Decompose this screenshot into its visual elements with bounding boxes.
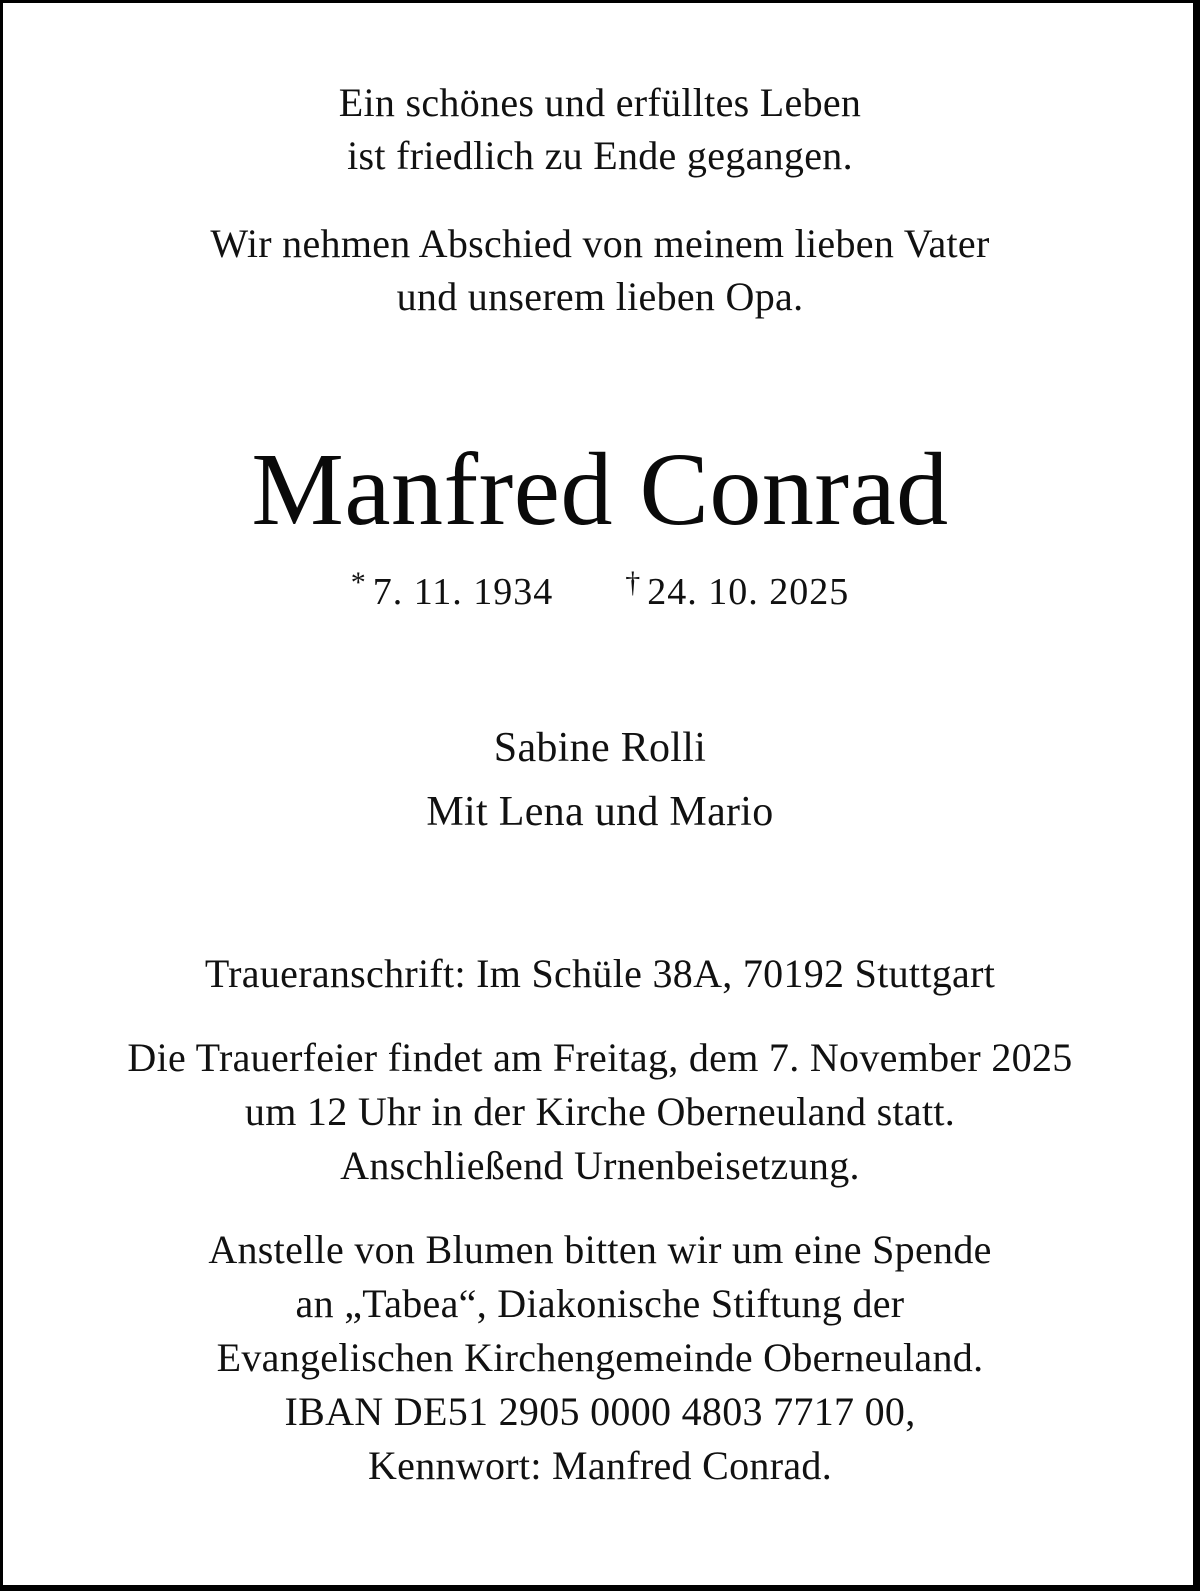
donation-line: an „Tabea“, Diakonische Stiftung der [295, 1281, 905, 1326]
donation-info [0, 1223, 1200, 1493]
mourners [0, 716, 1200, 844]
intro-line: Ein schönes und erfülltes Leben [338, 80, 862, 125]
farewell-line: Wir nehmen Abschied von meinem lieben Vater [210, 221, 990, 266]
donation-line: Kennwort: Manfred Conrad. [367, 1443, 833, 1488]
mourning-address [0, 947, 1200, 1001]
intro-text [0, 76, 1200, 182]
death-symbol: † [625, 566, 642, 599]
farewell-line: und unserem lieben Opa. [396, 274, 804, 319]
birth-date: 7. 11. 1934 [372, 571, 554, 613]
donation-line: Evangelischen Kirchengemeinde Oberneuland. [216, 1335, 984, 1380]
address-line: Traueranschrift: Im Schüle 38A, 70192 Stuttgart [204, 951, 996, 996]
service-line: um 12 Uhr in der Kirche Oberneuland statt. [244, 1089, 956, 1134]
birth-symbol: * [350, 566, 367, 599]
service-line: Die Trauerfeier findet am Freitag, dem 7. November 2025 [127, 1035, 1073, 1080]
mourner-line: Mit Lena und Mario [426, 789, 774, 835]
donation-line: Anstelle von Blumen bitten wir um eine Spende [208, 1227, 992, 1272]
donation-line: IBAN DE51 2905 0000 4803 7717 00, [284, 1389, 916, 1434]
service-line: Anschließend Urnenbeisetzung. [340, 1143, 860, 1188]
death-date: 24. 10. 2025 [647, 571, 850, 613]
mourner-line: Sabine Rolli [493, 725, 707, 771]
farewell-text [0, 217, 1200, 323]
intro-line: ist friedlich zu Ende gegangen. [347, 133, 853, 178]
deceased-name: Manfred Conrad [251, 432, 949, 547]
service-info [0, 1031, 1200, 1193]
life-dates [0, 562, 1200, 625]
